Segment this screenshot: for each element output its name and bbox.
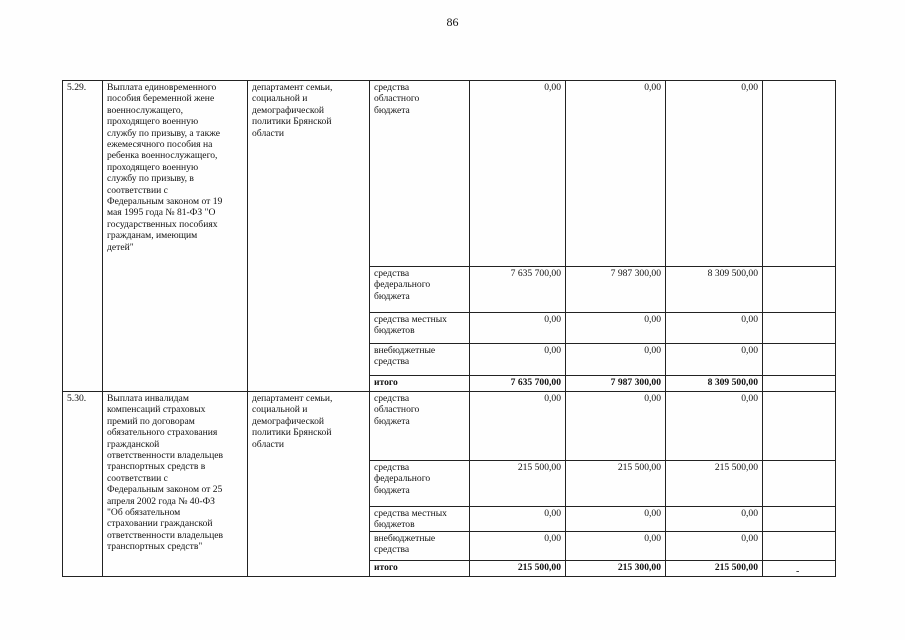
- description-line: мая 1995 года № 81-ФЗ "О: [107, 207, 216, 219]
- description-line: ответственности владельцев: [107, 450, 224, 462]
- funding-source-line: внебюджетные: [374, 345, 436, 356]
- amount-v2: 0,00: [566, 344, 666, 376]
- page-number: 86: [446, 15, 459, 29]
- amount-v2: 0,00: [566, 507, 666, 532]
- amount-v2: 0,00: [566, 392, 666, 461]
- empty-cell: [763, 532, 836, 561]
- description-line: проходящего военную: [107, 116, 199, 128]
- amount-v3: 0,00: [666, 507, 763, 532]
- funding-source-line: средства: [374, 544, 410, 556]
- funding-source-line: областного: [374, 404, 420, 416]
- funding-source-line: федерального: [374, 279, 431, 291]
- empty-cell: [763, 313, 836, 344]
- funding-source: [370, 81, 470, 267]
- responsible-department: [248, 392, 370, 577]
- department-line: демографической: [252, 104, 325, 116]
- amount-v2: 7 987 300,00: [566, 267, 666, 313]
- amount-v3: 0,00: [666, 392, 763, 461]
- funding-source: [370, 344, 470, 376]
- description-line: проходящего военную: [107, 161, 199, 173]
- funding-source-line: средства: [374, 356, 410, 368]
- funding-source: [370, 313, 470, 344]
- description-line: службу по призыву, в: [107, 173, 194, 185]
- table-row: [63, 81, 836, 267]
- funding-source-line: внебюджетные: [374, 533, 436, 544]
- funding-source: [370, 507, 470, 532]
- amount-v3: 8 309 500,00: [666, 376, 763, 392]
- description-line: Федеральным законом от 25: [107, 484, 223, 496]
- funding-source: [370, 532, 470, 561]
- description-line: премий по договорам: [107, 415, 195, 427]
- amount-v1: 7 635 700,00: [470, 267, 566, 313]
- empty-cell: [763, 507, 836, 532]
- description-line: страховании гражданской: [107, 518, 213, 530]
- department-line: демографической: [252, 415, 325, 427]
- total-label: [370, 561, 470, 577]
- department-line: политики Брянской: [252, 427, 332, 439]
- trailing-mark: -: [796, 566, 800, 577]
- item-number: 5.30.: [63, 392, 103, 577]
- funding-source-line: итого: [374, 377, 398, 388]
- budget-table: [62, 80, 836, 577]
- funding-source: [370, 461, 470, 507]
- description-line: службу по призыву, а также: [107, 127, 221, 139]
- description-line: транспортных средств в: [107, 461, 206, 473]
- amount-v1: 0,00: [470, 532, 566, 561]
- department-line: департамент семьи,: [252, 393, 333, 404]
- department-line: области: [252, 438, 285, 450]
- description-line: государственных пособиях: [107, 218, 218, 230]
- amount-v1: 215 500,00: [470, 461, 566, 507]
- amount-v3: 8 309 500,00: [666, 267, 763, 313]
- description-line: военнослужащего,: [107, 104, 184, 116]
- funding-source-line: средства местных: [374, 314, 447, 325]
- description-line: ребенка военнослужащего,: [107, 150, 218, 162]
- amount-v2: 215 500,00: [566, 461, 666, 507]
- description-line: гражданской: [107, 438, 160, 450]
- amount-v2: 7 987 300,00: [566, 376, 666, 392]
- description-line: детей": [107, 241, 134, 253]
- description-line: соответствии с: [107, 472, 168, 484]
- amount-v1: 0,00: [470, 81, 566, 267]
- funding-source-line: средства местных: [374, 508, 447, 519]
- department-line: социальной и: [252, 404, 308, 416]
- funding-source-line: бюджета: [374, 104, 410, 116]
- amount-v1: 7 635 700,00: [470, 376, 566, 392]
- funding-source-line: средства: [374, 82, 410, 93]
- funding-source-line: бюджетов: [374, 325, 415, 337]
- amount-v1: 0,00: [470, 344, 566, 376]
- funding-source-line: итого: [374, 562, 398, 573]
- description-line: пособия беременной жене: [107, 93, 215, 105]
- item-description: [103, 81, 248, 392]
- department-line: социальной и: [252, 93, 308, 105]
- amount-v3: 0,00: [666, 532, 763, 561]
- funding-source-line: средства: [374, 393, 410, 404]
- funding-source-line: областного: [374, 93, 420, 105]
- total-label: [370, 376, 470, 392]
- funding-source-line: бюджета: [374, 415, 410, 427]
- funding-source: [370, 392, 470, 461]
- amount-v3: 215 500,00: [666, 561, 763, 577]
- amount-v2: 0,00: [566, 532, 666, 561]
- empty-cell: [763, 267, 836, 313]
- description-line: ежемесячного пособия на: [107, 139, 213, 151]
- empty-cell: [763, 81, 836, 267]
- empty-cell: [763, 461, 836, 507]
- description-line: Федеральным законом от 19: [107, 196, 223, 208]
- amount-v3: 215 500,00: [666, 461, 763, 507]
- amount-v2: 0,00: [566, 313, 666, 344]
- item-description: [103, 392, 248, 577]
- funding-source-line: бюджета: [374, 290, 410, 302]
- responsible-department: [248, 81, 370, 392]
- empty-cell: [763, 344, 836, 376]
- funding-source: [370, 267, 470, 313]
- amount-v1: 0,00: [470, 313, 566, 344]
- amount-v3: 0,00: [666, 313, 763, 344]
- description-line: компенсаций страховых: [107, 404, 206, 416]
- department-line: политики Брянской: [252, 116, 332, 128]
- description-line: Выплата единовременного: [107, 82, 217, 93]
- funding-source-line: бюджетов: [374, 519, 415, 531]
- item-number: 5.29.: [63, 81, 103, 392]
- description-line: транспортных средств": [107, 541, 203, 553]
- description-line: обязательного страхования: [107, 427, 218, 439]
- amount-v3: 0,00: [666, 344, 763, 376]
- department-line: департамент семьи,: [252, 82, 333, 93]
- funding-source-line: бюджета: [374, 484, 410, 496]
- amount-v1: 0,00: [470, 507, 566, 532]
- amount-v1: 0,00: [470, 392, 566, 461]
- amount-v2: 0,00: [566, 81, 666, 267]
- funding-source-line: средства: [374, 268, 410, 279]
- amount-v3: 0,00: [666, 81, 763, 267]
- description-line: соответствии с: [107, 184, 168, 196]
- amount-v2: 215 300,00: [566, 561, 666, 577]
- description-line: ответственности владельцев: [107, 529, 224, 541]
- description-line: "Об обязательном: [107, 507, 181, 519]
- department-line: области: [252, 127, 285, 139]
- empty-cell: [763, 392, 836, 461]
- description-line: гражданам, имеющим: [107, 230, 198, 242]
- table-row: [63, 392, 836, 461]
- description-line: апреля 2002 года № 40-ФЗ: [107, 495, 215, 507]
- empty-cell: [763, 376, 836, 392]
- funding-source-line: федерального: [374, 473, 431, 485]
- amount-v1: 215 500,00: [470, 561, 566, 577]
- description-line: Выплата инвалидам: [107, 393, 189, 404]
- funding-source-line: средства: [374, 462, 410, 473]
